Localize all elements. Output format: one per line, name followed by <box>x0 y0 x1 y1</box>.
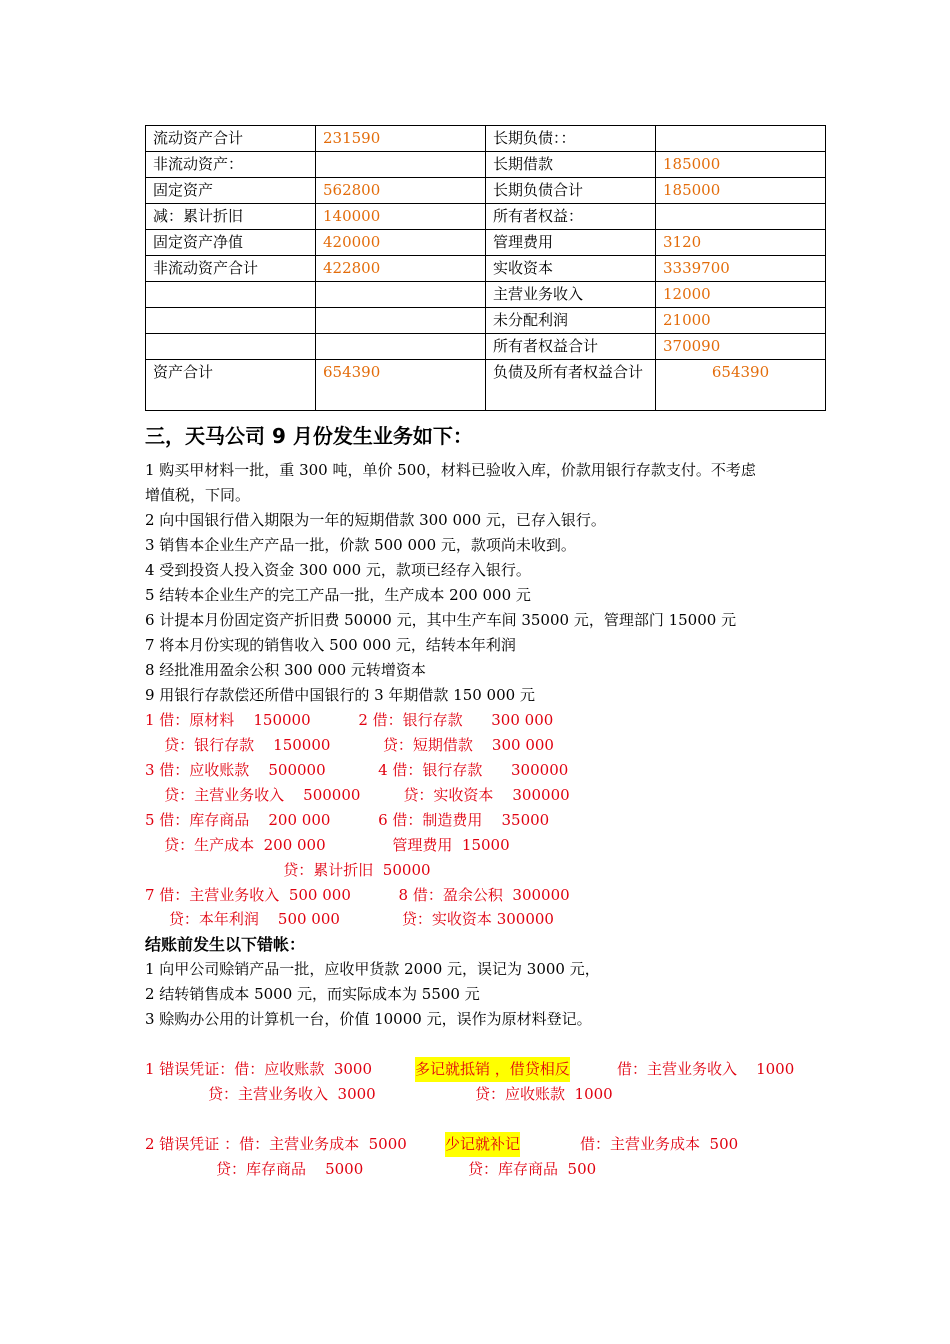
list-item: 4 受到投资人投入资金 300 000 元，款项已经存入银行。 <box>145 561 531 579</box>
journal-entry: 贷：主营业务收入 500000 贷：实收资本 300000 <box>145 786 570 804</box>
liability-label-cell: 长期负债合计 <box>486 178 656 204</box>
asset-value-cell: 654390 <box>316 360 486 411</box>
asset-label-cell: 固定资产 <box>146 178 316 204</box>
list-item: 1 购买甲材料一批，重 300 吨，单价 500，材料已验收入库，价款用银行存款支付。不考虑 <box>145 461 756 479</box>
asset-label-cell: 非流动资产合计 <box>146 256 316 282</box>
journal-entry: 1 借：原材料 150000 2 借：银行存款 300 000 <box>145 711 554 729</box>
liability-label-cell: 未分配利润 <box>486 308 656 334</box>
liability-value-cell: 654390 <box>656 360 826 411</box>
journal-entry: 贷：累计折旧 50000 <box>145 861 431 879</box>
table-row <box>146 204 826 230</box>
liability-value-cell: 185000 <box>656 178 826 204</box>
balance-sheet-table <box>145 125 826 411</box>
asset-label-cell: 流动资产合计 <box>146 126 316 152</box>
asset-label-cell: 资产合计 <box>146 360 316 411</box>
asset-value-cell <box>316 308 486 334</box>
liability-value-cell <box>656 204 826 230</box>
table-row <box>146 282 826 308</box>
asset-value-cell: 562800 <box>316 178 486 204</box>
liability-label-cell: 主营业务收入 <box>486 282 656 308</box>
liability-value-cell: 185000 <box>656 152 826 178</box>
liability-value-cell: 3339700 <box>656 256 826 282</box>
list-item: 3 销售本企业生产产品一批，价款 500 000 元，款项尚未收到。 <box>145 536 576 554</box>
liability-label-cell: 长期负债：： <box>486 126 656 152</box>
asset-value-cell: 422800 <box>316 256 486 282</box>
asset-value-cell <box>316 334 486 360</box>
table-row <box>146 334 826 360</box>
liability-label-cell: 所有者权益： <box>486 204 656 230</box>
correction-1-credit: 贷：主营业务收入 3000 <box>208 1085 376 1103</box>
table-row <box>146 152 826 178</box>
liability-label-cell: 管理费用 <box>486 230 656 256</box>
liability-label-cell: 实收资本 <box>486 256 656 282</box>
journal-entry: 贷：银行存款 150000 贷：短期借款 300 000 <box>145 736 554 754</box>
table-row <box>146 308 826 334</box>
correction-2-debit: 2 错误凭证 ：借：主营业务成本 5000 <box>145 1135 407 1153</box>
correction-1-debit: 1 错误凭证：借：应收账款 3000 <box>145 1060 373 1078</box>
asset-value-cell: 231590 <box>316 126 486 152</box>
journal-entry: 7 借：主营业务收入 500 000 8 借：盈余公积 300000 <box>145 886 570 904</box>
correction-1-fix-credit: 贷：应收账款 1000 <box>475 1085 613 1103</box>
asset-value-cell <box>316 152 486 178</box>
error-item: 2 结转销售成本 5000 元，而实际成本为 5500 元 <box>145 985 480 1003</box>
list-item: 6 计提本月份固定资产折旧费 50000 元，其中生产车间 35000 元，管理部门 15000 元 <box>145 611 737 629</box>
asset-label-cell: 固定资产净值 <box>146 230 316 256</box>
asset-value-cell: 420000 <box>316 230 486 256</box>
liability-value-cell: 370090 <box>656 334 826 360</box>
list-item: 9 用银行存款偿还所借中国银行的 3 年期借款 150 000 元 <box>145 686 535 704</box>
correction-2-fix-debit: 借：主营业务成本 500 <box>580 1135 739 1153</box>
table-row <box>146 126 826 152</box>
journal-entry: 3 借：应收账款 500000 4 借：银行存款 300000 <box>145 761 569 779</box>
correction-2-credit: 贷：库存商品 5000 <box>216 1160 364 1178</box>
liability-label-cell: 所有者权益合计 <box>486 334 656 360</box>
errors-title: 结账前发生以下错帐： <box>145 935 306 954</box>
liability-value-cell <box>656 126 826 152</box>
list-item: 7 将本月份实现的销售收入 500 000 元，结转本年利润 <box>145 636 516 654</box>
asset-label-cell <box>146 282 316 308</box>
correction-2-fix-credit: 贷：库存商品 500 <box>468 1160 597 1178</box>
liability-value-cell: 12000 <box>656 282 826 308</box>
liability-value-cell: 3120 <box>656 230 826 256</box>
table-row <box>146 230 826 256</box>
table-row <box>146 256 826 282</box>
list-item: 5 结转本企业生产的完工产品一批，生产成本 200 000 元 <box>145 586 531 604</box>
error-item: 1 向甲公司赊销产品一批，应收甲货款 2000 元，误记为 3000 元， <box>145 960 600 978</box>
error-item: 3 赊购办公用的计算机一台，价值 10000 元，误作为原材料登记。 <box>145 1010 592 1028</box>
liability-label-cell: 长期借款 <box>486 152 656 178</box>
correction-1-note: 多记就抵销 ，借贷相反 <box>415 1057 570 1082</box>
asset-value-cell: 140000 <box>316 204 486 230</box>
table-row <box>146 178 826 204</box>
asset-label-cell <box>146 334 316 360</box>
list-item: 8 经批准用盈余公积 300 000 元转增资本 <box>145 661 426 679</box>
list-item: 增值税，下同。 <box>145 486 251 504</box>
list-item: 2 向中国银行借入期限为一年的短期借款 300 000 元，已存入银行。 <box>145 511 606 529</box>
journal-entry: 贷：本年利润 500 000 贷：实收资本 300000 <box>145 910 554 928</box>
journal-entry: 贷：生产成本 200 000 管理费用 15000 <box>145 836 510 854</box>
table-row <box>146 360 826 411</box>
liability-label-cell: 负债及所有者权益合计 <box>486 360 656 411</box>
correction-2-note: 少记就补记 <box>445 1132 520 1157</box>
liability-value-cell: 21000 <box>656 308 826 334</box>
correction-1-fix-debit: 借：主营业务收入 1000 <box>617 1060 795 1078</box>
section-title: 三，天马公司 9 月份发生业务如下： <box>145 424 473 448</box>
asset-label-cell <box>146 308 316 334</box>
asset-label-cell: 非流动资产： <box>146 152 316 178</box>
journal-entry: 5 借：库存商品 200 000 6 借：制造费用 35000 <box>145 811 550 829</box>
asset-value-cell <box>316 282 486 308</box>
asset-label-cell: 减：累计折旧 <box>146 204 316 230</box>
